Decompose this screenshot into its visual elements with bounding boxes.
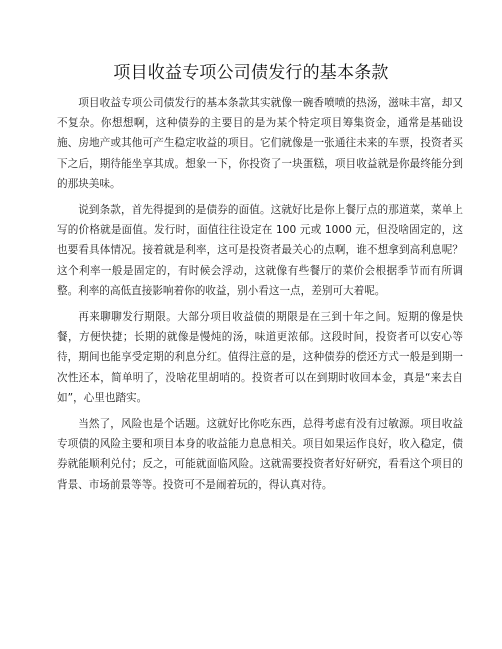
document-title: 项目收益专项公司债发行的基本条款	[113, 63, 389, 83]
document-body	[57, 93, 463, 501]
paragraph-1: 项目收益专项公司债发行的基本条款其实就像一碗香喷喷的热汤，滋味丰富，却又不复杂。你想想啊，这种债券的主要目的是为某个特定项目筹集资金，通常是基础设施、房地产或其他可产生稳定收益的项目。它们就像是一张通往未来的车票，投资者买下之后，期待能坐享其成。想象一下，你投资了一块蛋糕，项目收益就是你最终能分到的那块美味。	[57, 97, 463, 190]
paragraph-4: 当然了，风险也是个话题。这就好比你吃东西，总得考虑有没有过敏源。项目收益专项债的风险主要和项目本身的收益能力息息相关。项目如果运作良好，收入稳定，债券就能顺利兑付；反之，可能就面临风险。这就需要投资者好好研究，看看这个项目的背景、市场前景等等。投资可不是闹着玩的，得认真对待。	[57, 418, 463, 491]
paragraph-3: 再来聊聊发行期限。大部分项目收益债的期限是在三到十年之间。短期的像是快餐，方便快捷；长期的就像是慢炖的汤，味道更浓郁。这段时间，投资者可以安心等待，期间也能享受定期的利息分红。值得注意的是，这种债券的偿还方式一般是到期一次性还本，简单明了，没啥花里胡哨的。投资者可以在到期时收回本金，真是“来去自如”，心里也踏实。	[57, 311, 463, 404]
paragraph-2: 说到条款，首先得提到的是债券的面值。这就好比是你上餐厅点的那道菜，菜单上写的价格就是面值。发行时，面值往往设定在 100 元或 1000 元，但没啥固定的，这也要看具体情况。接着就是利率，这可是投资者最关心的点啊，谁不想拿到高利息呢？这个利率一般是固定的，有时候会浮动，这就像有些餐厅的菜价会根据季节而有所调整。利率的高低直接影响着你的收益，别小看这一点，差别可大着呢。	[57, 204, 463, 297]
